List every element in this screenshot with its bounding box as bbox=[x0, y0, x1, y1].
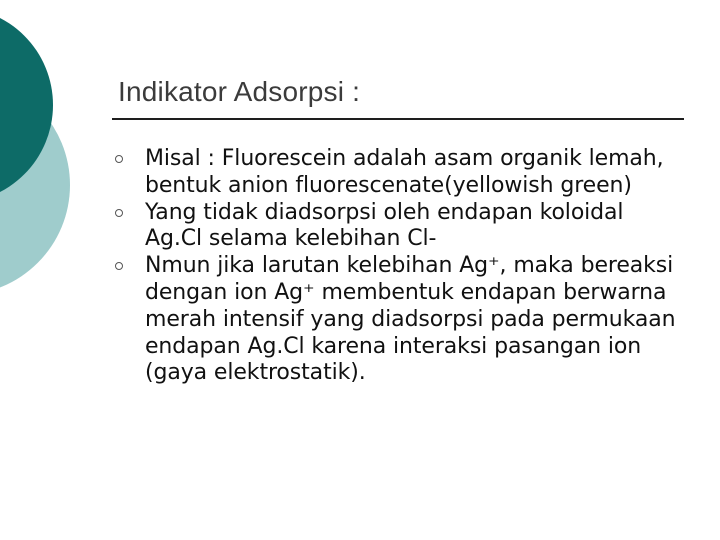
bullet-text: Yang tidak diadsorpsi oleh endapan koloidal Ag.Cl selama kelebihan Cl- bbox=[145, 199, 624, 252]
slide-title: Indikator Adsorpsi : bbox=[118, 76, 361, 107]
bullet-text: Misal : Fluorescein adalah asam organik lemah, bentuk anion fluorescenate(yellowish green) bbox=[145, 146, 664, 198]
bullet-item bbox=[112, 200, 687, 254]
bullet-item bbox=[112, 146, 687, 200]
hollow-circle-icon bbox=[115, 155, 123, 163]
bullet-list bbox=[112, 146, 687, 387]
decorative-circles bbox=[0, 0, 120, 300]
bullet-text: Nmun jika larutan kelebihan Ag⁺, maka bereaksi dengan ion Ag⁺ membentuk endapan berwarna merah intensif yang diadsorpsi pada permukaan endapan Ag.Cl karena interaksi pasangan ion (gaya elektrostatik). bbox=[145, 253, 676, 386]
hollow-circle-icon bbox=[115, 209, 123, 217]
hollow-circle-icon bbox=[115, 262, 123, 270]
title-underline bbox=[112, 118, 684, 120]
bullet-item bbox=[112, 253, 687, 387]
